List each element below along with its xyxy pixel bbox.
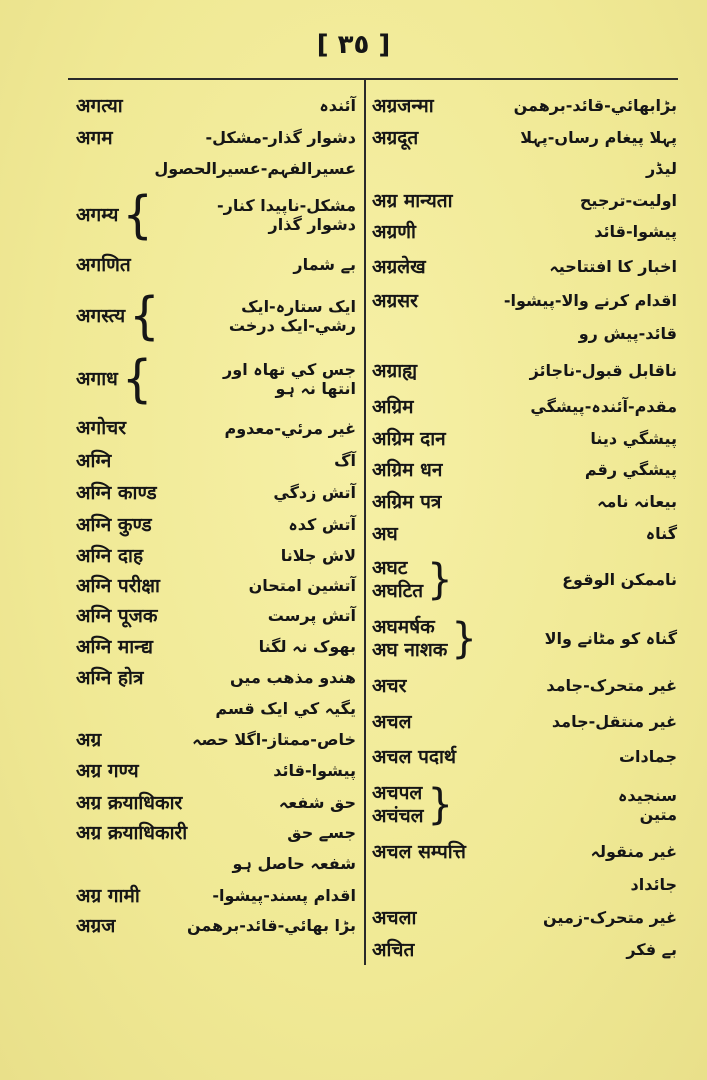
entry-row <box>76 124 356 152</box>
definition: جس کي تھاہ اور <box>223 359 356 379</box>
definition: دشوار گذار-مشکل- <box>205 128 356 148</box>
entry-row <box>372 424 677 454</box>
headword: अग्रलेख <box>372 255 426 278</box>
headword: अचल पदार्थ <box>372 745 457 768</box>
brace-icon: { <box>121 349 153 409</box>
definition: ایک ستارہ-ایک <box>241 296 356 316</box>
entry-row <box>372 124 677 152</box>
headword: अघट <box>372 557 408 580</box>
entry-continuation <box>76 152 356 186</box>
headword: अचल सम्पत्ति <box>372 840 466 863</box>
entry-row <box>372 550 677 610</box>
definition: گناہ <box>645 524 677 544</box>
headword: अग्रसर <box>372 289 418 312</box>
headword: अग्रणी <box>372 220 416 243</box>
definition: پیشوا-قائد <box>594 222 677 242</box>
brace-icon: } <box>427 555 453 605</box>
definition: دشوار گذار <box>268 215 356 234</box>
entry-row <box>76 787 356 819</box>
column-divider <box>364 80 366 965</box>
entry-row <box>76 663 356 693</box>
headword: अग्रिम धन <box>372 458 443 481</box>
brace-icon: { <box>129 286 160 346</box>
definition: سنجیدہ <box>618 785 677 805</box>
headword: अघमर्षक <box>372 616 435 639</box>
headword: अग्नि काण्ड <box>76 481 157 504</box>
definition: غیر منقولہ <box>590 842 677 862</box>
headword: अग्नि मान्द्य <box>76 635 153 658</box>
definition: لاش جلانا <box>280 546 356 566</box>
definition: رشي-ایک درخت <box>228 316 356 335</box>
headword: अग्नि पूजक <box>76 604 158 627</box>
headword: अगम <box>76 126 113 149</box>
definition: شفعہ حاصل ہو <box>232 854 356 874</box>
left-column <box>76 88 356 941</box>
definition: ناممکن الوقوع <box>562 570 677 590</box>
definition: آتش زدگي <box>273 483 356 503</box>
entry-row <box>76 477 356 509</box>
definition: بے فکر <box>626 940 677 960</box>
definition: آتش پرست <box>267 606 356 626</box>
definition: پیشوا-قائد <box>273 761 356 781</box>
definition: بڑا بھائي-قائد-برھمن <box>187 916 356 936</box>
definition: غیر متحرک-جامد <box>546 676 677 696</box>
headword: अगम्य <box>76 203 119 226</box>
definition: بیعانہ نامہ <box>597 492 677 512</box>
entry-row <box>76 286 356 346</box>
entry-row <box>76 88 356 124</box>
headword: अग्र गण्य <box>76 759 139 782</box>
entry-row <box>76 412 356 445</box>
entry-row <box>76 445 356 477</box>
headword: अग्रदूत <box>372 126 419 149</box>
definition: بے شمار <box>293 255 356 275</box>
headword: अचर <box>372 674 407 697</box>
entry-row <box>372 216 677 248</box>
headword: अग्नि <box>76 449 112 472</box>
brace-icon: } <box>451 614 477 664</box>
definition: آئندہ <box>319 96 356 116</box>
entry-continuation <box>76 847 356 881</box>
definition: جمادات <box>618 747 677 767</box>
definition: عسیرالفہم-عسیرالحصول <box>154 159 356 179</box>
entry-row <box>372 352 677 390</box>
definition: ناقابل قبول-ناجائز <box>529 361 677 381</box>
definition: اقدام کرنے والا-پیشوا- <box>503 291 677 311</box>
entry-row <box>372 88 677 124</box>
headword: अग्र क्रयाधिकारी <box>76 821 188 844</box>
definition: آگ <box>334 451 356 471</box>
headword: अग्र <box>76 728 102 751</box>
entry-row <box>76 755 356 787</box>
headword: अग्र क्रयाधिकार <box>76 791 183 814</box>
headword: अघटित <box>372 580 424 602</box>
definition: جسے حق <box>287 823 356 843</box>
entry-row <box>76 631 356 663</box>
definition: ھندو مذھب میں <box>230 668 356 688</box>
brace-icon: } <box>427 780 453 830</box>
entry-row <box>372 518 677 550</box>
headword: अचित <box>372 938 415 961</box>
headword: अगणित <box>76 253 131 276</box>
headword: अचपल <box>372 782 423 805</box>
headword: अग्नि परीक्षा <box>76 574 160 597</box>
definition: قائد-پیش رو <box>578 324 677 344</box>
entry-row <box>76 725 356 755</box>
entry-row <box>76 346 356 412</box>
definition: غیر متحرک-زمین <box>543 908 677 928</box>
headword: अग्नि होत्र <box>76 666 144 689</box>
definition: خاص-ممتاز-اگلا حصہ <box>192 730 356 750</box>
entry-row <box>76 541 356 571</box>
definition: آتش کدہ <box>288 515 356 535</box>
headword: अचल <box>372 710 412 733</box>
headword: अग्रजन्मा <box>372 94 434 117</box>
headword: अचला <box>372 906 417 929</box>
definition: مشکل-ناپیدا کنار- <box>217 195 356 215</box>
entry-continuation <box>76 693 356 725</box>
entry-row <box>372 902 677 934</box>
headword: अग्राह्य <box>372 359 418 382</box>
brace-icon: { <box>122 185 153 245</box>
headword: अघ नाशक <box>372 639 448 661</box>
definition: آتشین امتحان <box>248 576 356 596</box>
entry-row <box>76 819 356 847</box>
headword: अग्र मान्यता <box>372 189 453 212</box>
entry-row <box>76 881 356 911</box>
headword: अगस्त्य <box>76 304 126 327</box>
definition: جائداد <box>630 875 677 895</box>
headword: अग्र गामी <box>76 884 140 907</box>
entry-row <box>76 244 356 286</box>
definition: غیر مرئي-معدوم <box>224 418 356 438</box>
headword: अग्रिम दान <box>372 427 446 450</box>
entry-row <box>372 836 677 868</box>
headword: अग्रिम पत्र <box>372 490 442 513</box>
entry-row <box>372 610 677 668</box>
entry-row <box>76 601 356 631</box>
entry-row <box>372 934 677 966</box>
headword: अग्नि दाह <box>76 544 144 567</box>
definition: گناہ کو مٹانے والا <box>544 629 677 649</box>
definition: حق شفعہ <box>278 793 356 813</box>
definition: بڑابھائي-قائد-برھمن <box>513 96 677 116</box>
definition: غیر منتقل-جامد <box>551 712 677 732</box>
definition: پیشگي رقم <box>584 460 677 480</box>
header-rule <box>68 78 678 80</box>
definition: بھوک نہ لگنا <box>258 637 356 657</box>
entry-row <box>372 704 677 740</box>
definition: مقدم-آئندہ-پیشگي <box>530 397 677 417</box>
definition: اقدام پسند-پیشوا- <box>212 886 356 906</box>
entry-continuation <box>372 868 677 902</box>
definition: انتھا نہ ہو <box>275 379 356 398</box>
right-column <box>372 88 677 966</box>
definition: متین <box>639 805 677 824</box>
definition: اخبار کا افتتاحیہ <box>549 257 677 277</box>
entry-row <box>372 454 677 486</box>
definition: پیشگي دینا <box>590 429 677 449</box>
entry-row <box>372 774 677 836</box>
headword: अचंचल <box>372 805 424 827</box>
definition: اولیت-ترجیح <box>579 191 677 211</box>
entry-row <box>372 286 677 316</box>
headword: अघ <box>372 522 398 545</box>
entry-row <box>372 390 677 424</box>
entry-row <box>76 186 356 244</box>
headword: अगत्या <box>76 94 123 117</box>
headword: अग्रज <box>76 914 116 937</box>
entry-row <box>372 186 677 216</box>
definition: یگیہ کي ایک قسم <box>215 699 356 719</box>
entry-row <box>76 509 356 541</box>
entry-row <box>76 571 356 601</box>
entry-row <box>76 911 356 941</box>
headword: अग्नि कुण्ड <box>76 513 152 536</box>
headword: अगोचर <box>76 417 126 440</box>
page-number: [ ٣٥ ] <box>316 30 391 60</box>
entry-continuation <box>372 152 677 186</box>
entry-continuation <box>372 316 677 352</box>
entry-row <box>372 486 677 518</box>
entry-row <box>372 740 677 774</box>
definition: پہلا پیغام رساں-پہلا <box>520 128 677 148</box>
entry-row <box>372 248 677 286</box>
definition: لیڈر <box>646 159 677 179</box>
entry-row <box>372 668 677 704</box>
headword: अगाध <box>76 367 118 390</box>
headword: अग्रिम <box>372 395 414 418</box>
